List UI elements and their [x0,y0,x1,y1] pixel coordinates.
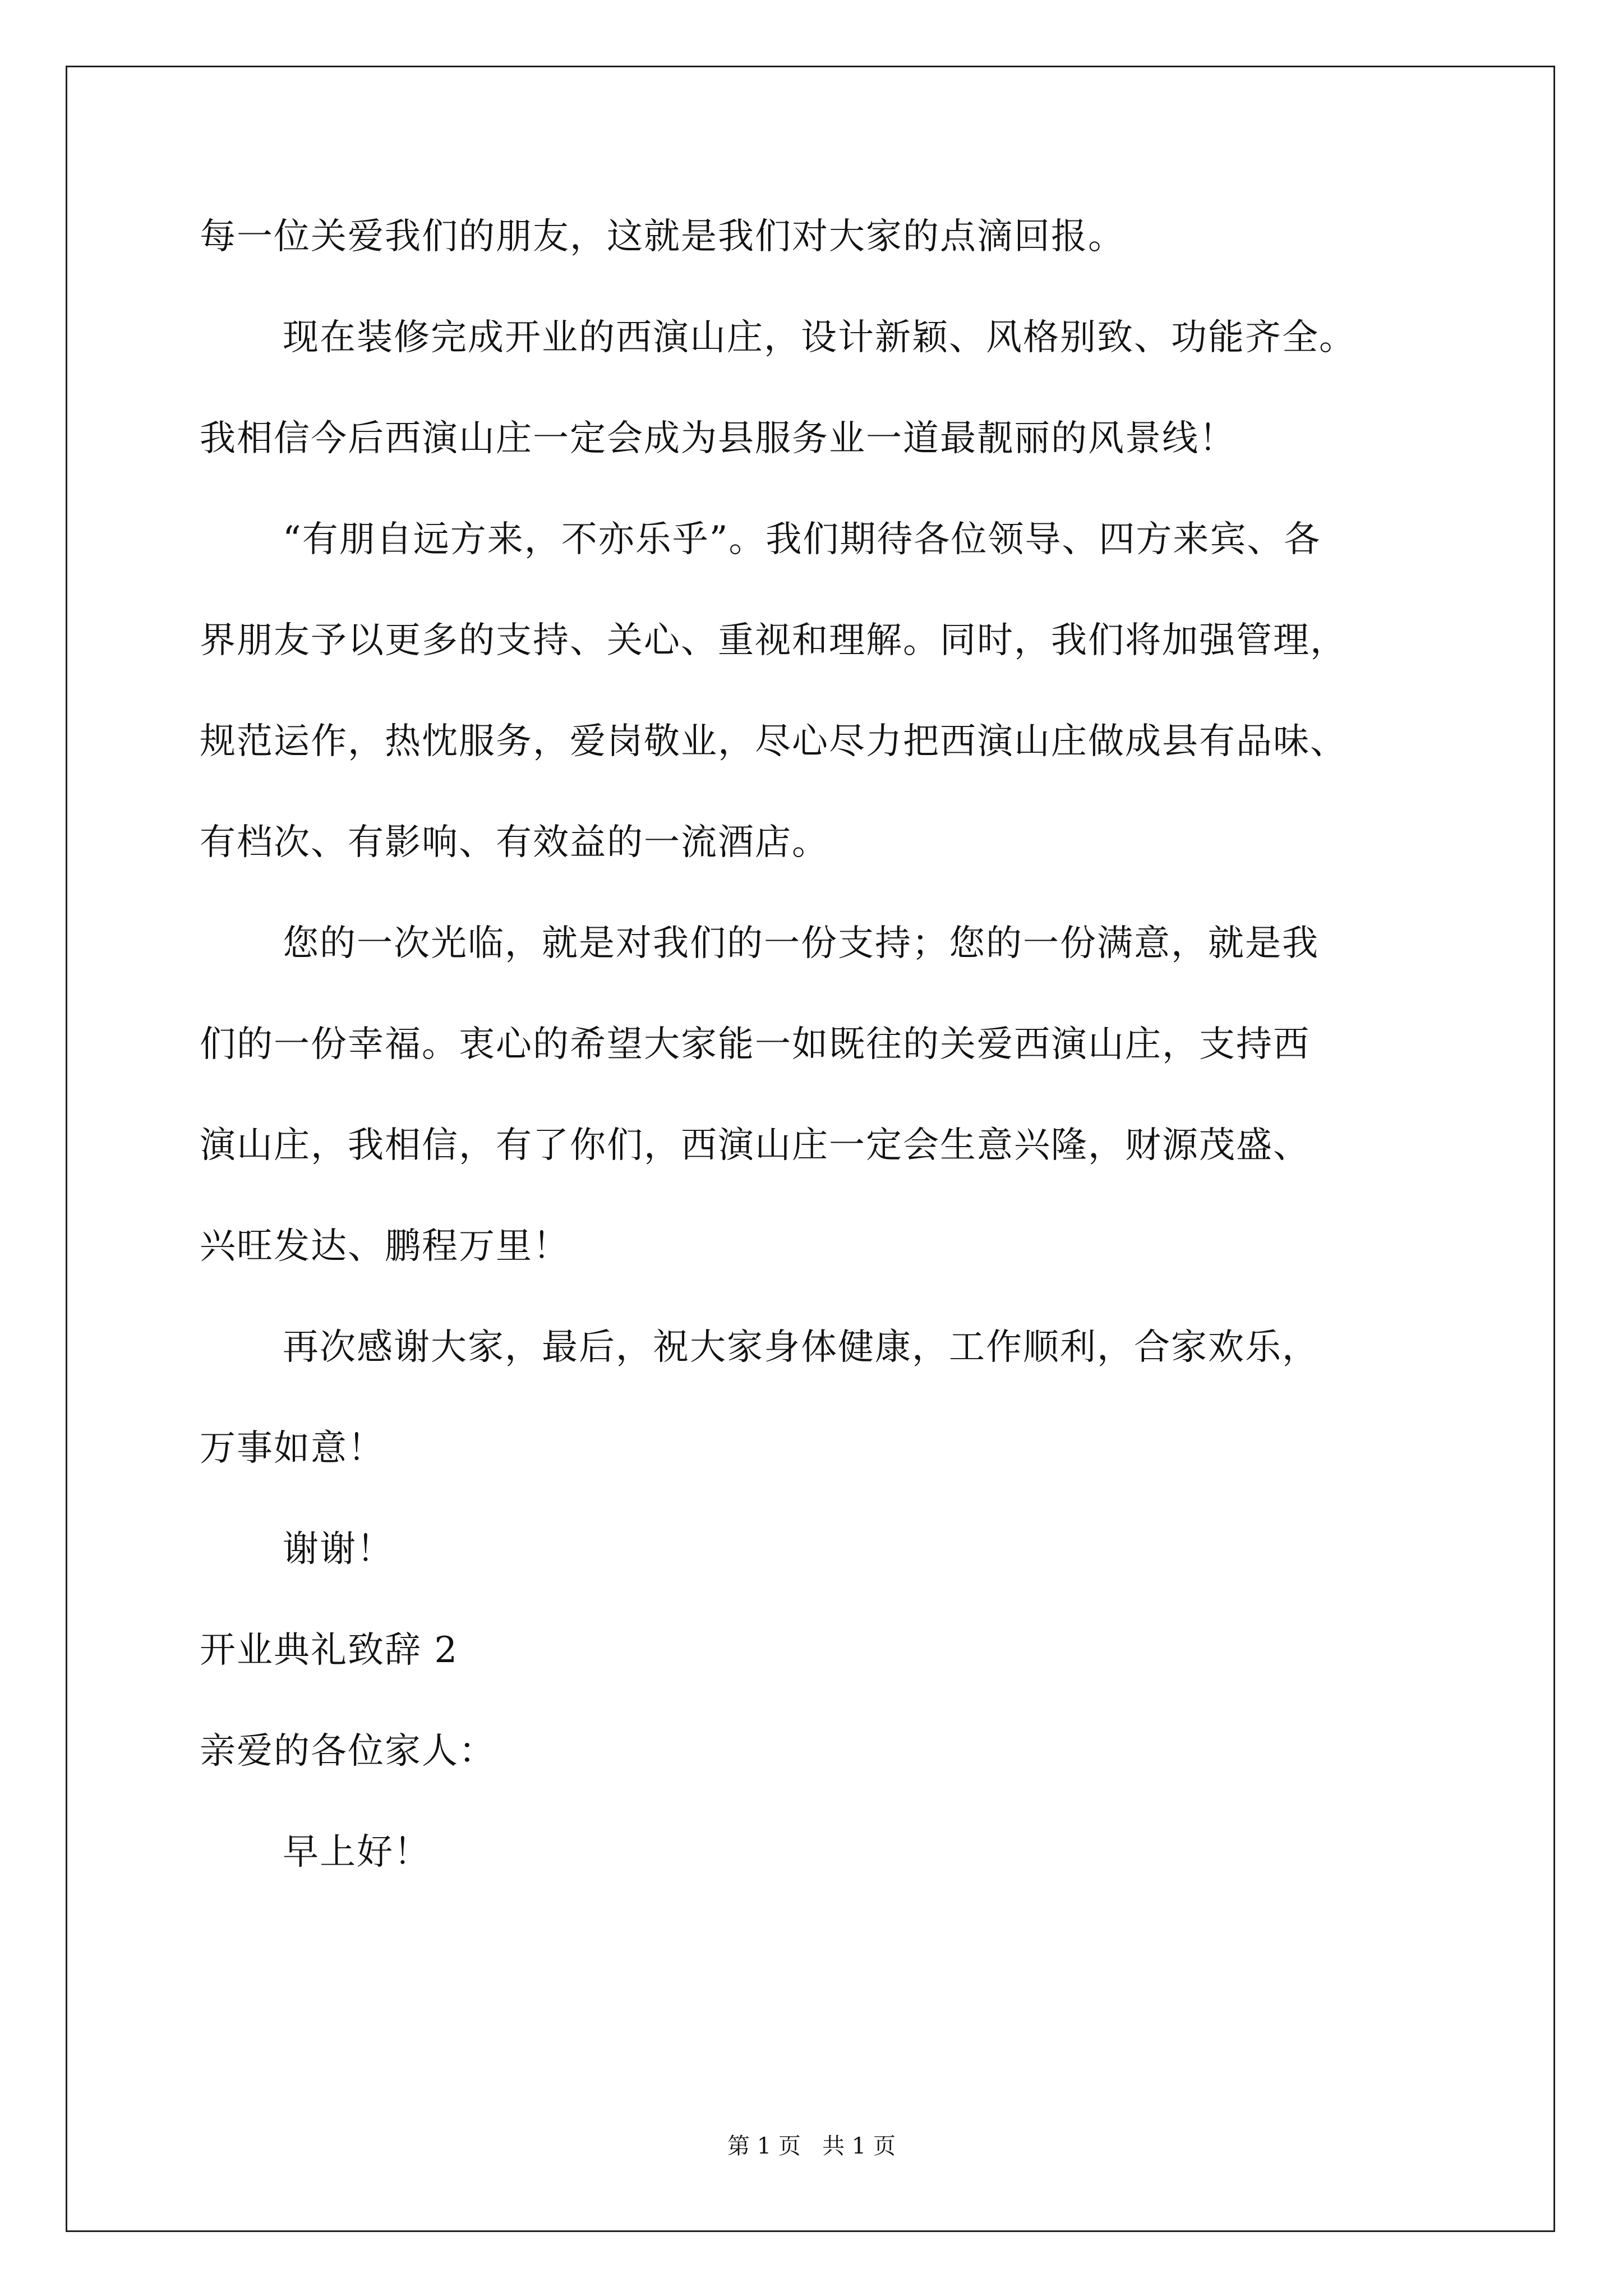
salutation-line: 亲爱的各位家人： [200,1731,496,1772]
page-footer: 第 1 页 共 1 页 [727,2133,896,2159]
paragraph-line: 现在装修完成开业的西演山庄，设计新颖、风格别致、功能齐全。 [283,317,1356,358]
text-line: 每一位关爱我们的朋友，这就是我们对大家的点滴回报。 [200,216,1125,257]
text-line: 有档次、有影响、有效益的一流酒店。 [200,822,829,863]
thanks-line: 谢谢！ [283,1529,394,1570]
paragraph-line: 您的一次光临，就是对我们的一份支持；您的一份满意，就是我 [283,923,1319,964]
text-line: 兴旺发达、鹏程万里！ [200,1226,570,1267]
text-line: 万事如意！ [200,1428,385,1469]
text-line: 我相信今后西演山庄一定会成为县服务业一道最靓丽的风景线！ [200,418,1236,459]
section-heading: 开业典礼致辞 2 [200,1630,459,1671]
text-line: 规范运作，热忱服务，爱岗敬业，尽心尽力把西演山庄做成县有品味、 [200,721,1347,762]
paragraph-line: 再次感谢大家，最后，祝大家身体健康，工作顺利，合家欢乐， [283,1327,1319,1368]
text-line: 界朋友予以更多的支持、关心、重视和理解。同时，我们将加强管理， [200,620,1347,661]
text-line: 们的一份幸福。衷心的希望大家能一如既往的关爱西演山庄，支持西 [200,1024,1310,1065]
greeting-line: 早上好！ [283,1832,431,1873]
paragraph-line: “有朋自远方来，不亦乐乎”。我们期待各位领导、四方来宾、各 [283,519,1321,560]
text-line: 演山庄，我相信，有了你们，西演山庄一定会生意兴隆，财源茂盛、 [200,1125,1310,1166]
